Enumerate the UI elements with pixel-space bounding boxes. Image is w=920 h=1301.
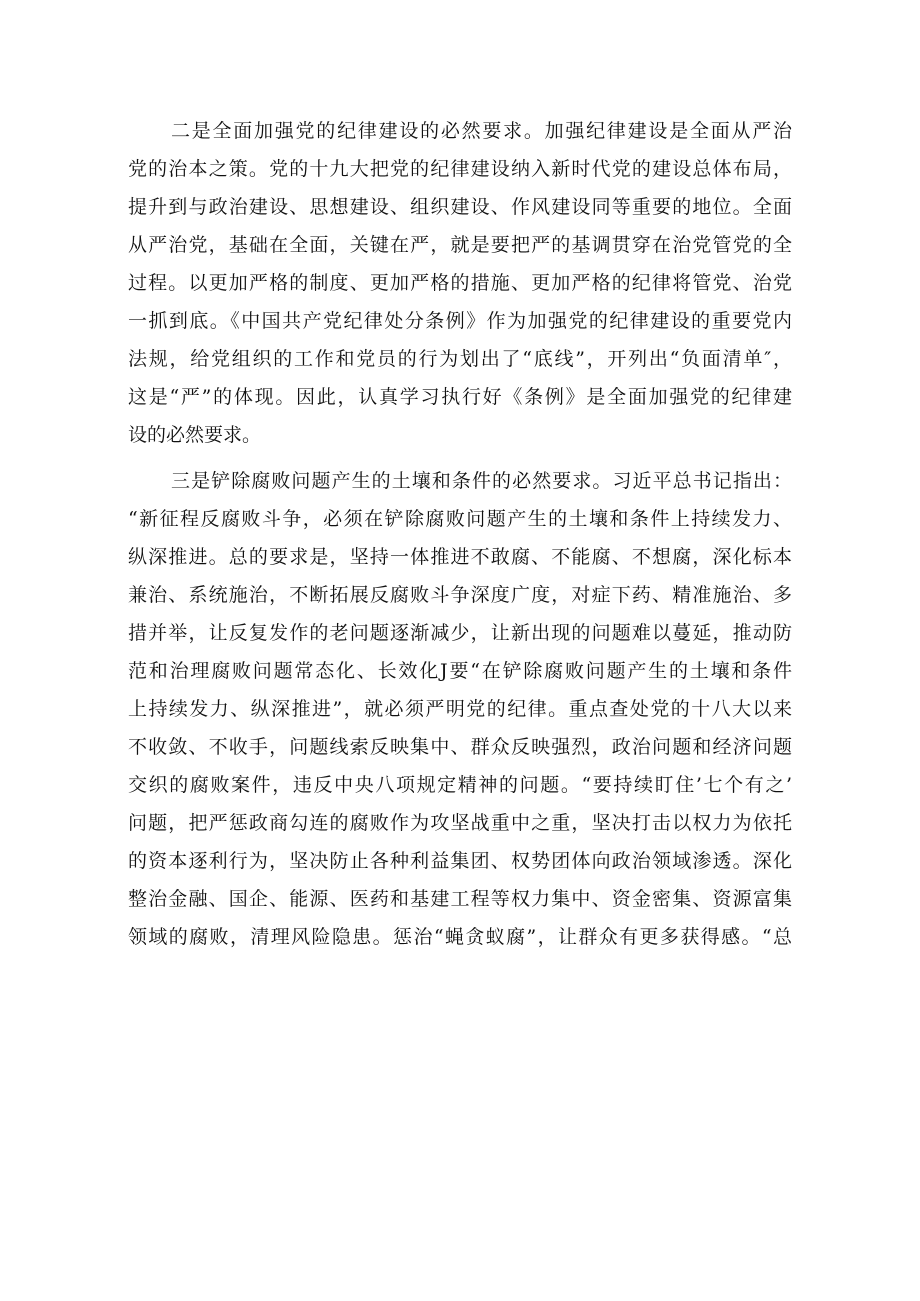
text-line: 过程。以更加严格的制度、更加严格的措施、更加严格的纪律将管党、治党 <box>128 272 792 294</box>
text-line: 这是“严”的体现。因此，认真学习执行好《条例》是全面加强党的纪律建 <box>128 386 792 408</box>
text-line: 党的治本之策。党的十九大把党的纪律建设纳入新时代党的建设总体布局， <box>128 158 792 180</box>
text-line: 不收敛、不收手，问题线索反映集中、群众反映强烈，政治问题和经济问题 <box>128 736 792 758</box>
text-line: 整治金融、国企、能源、医药和基建工程等权力集中、资金密集、资源富集 <box>128 888 792 910</box>
text-line: 交织的腐败案件，违反中央八项规定精神的问题。“要持续盯住’七个有之’ <box>128 774 792 796</box>
text-line: 设的必然要求。 <box>128 424 262 446</box>
text-line: 的资本逐利行为，坚决防止各种利益集团、权势团体向政治领域渗透。深化 <box>128 850 792 872</box>
text-line: 领域的腐败，清理风险隐患。惩治“蝇贪蚁腐”，让群众有更多获得感。“总 <box>128 926 792 948</box>
text-line: 问题，把严惩政商勾连的腐败作为攻坚战重中之重，坚决打击以权力为依托 <box>128 812 792 834</box>
text-line: 范和治理腐败问题常态化、长效化J要“在铲除腐败问题产生的土壤和条件 <box>128 660 792 682</box>
text-line: 一抓到底。《中国共产党纪律处分条例》作为加强党的纪律建设的重要党内 <box>128 310 792 332</box>
text-line: 提升到与政治建设、思想建设、组织建设、作风建设同等重要的地位。全面 <box>128 196 792 218</box>
text-line: 二是全面加强党的纪律建设的必然要求。加强纪律建设是全面从严治 <box>171 120 792 142</box>
text-line: 从严治党，基础在全面，关键在严，就是要把严的基调贯穿在治党管党的全 <box>128 234 792 256</box>
document-body <box>128 112 792 964</box>
text-line: 纵深推进。总的要求是，坚持一体推进不敢腐、不能腐、不想腐，深化标本 <box>128 546 792 568</box>
text-line: 法规，给党组织的工作和党员的行为划出了“底线”，开列出“负面清单″， <box>128 348 792 370</box>
text-line: 三是铲除腐败问题产生的土壤和条件的必然要求。习近平总书记指出： <box>171 470 792 492</box>
text-line: 上持续发力、纵深推进”，就必须严明党的纪律。重点查处党的十八大以来 <box>128 698 792 720</box>
text-line: 兼治、系统施治，不断拓展反腐败斗争深度广度，对症下药、精准施治、多 <box>128 584 792 606</box>
paragraph-anti-corruption <box>128 462 792 956</box>
paragraph-discipline-construction <box>128 112 792 454</box>
text-line: 措并举，让反复发作的老问题逐渐减少，让新出现的问题难以蔓延，推动防 <box>128 622 792 644</box>
text-line: “新征程反腐败斗争，必须在铲除腐败问题产生的土壤和条件上持续发力、 <box>128 508 792 530</box>
